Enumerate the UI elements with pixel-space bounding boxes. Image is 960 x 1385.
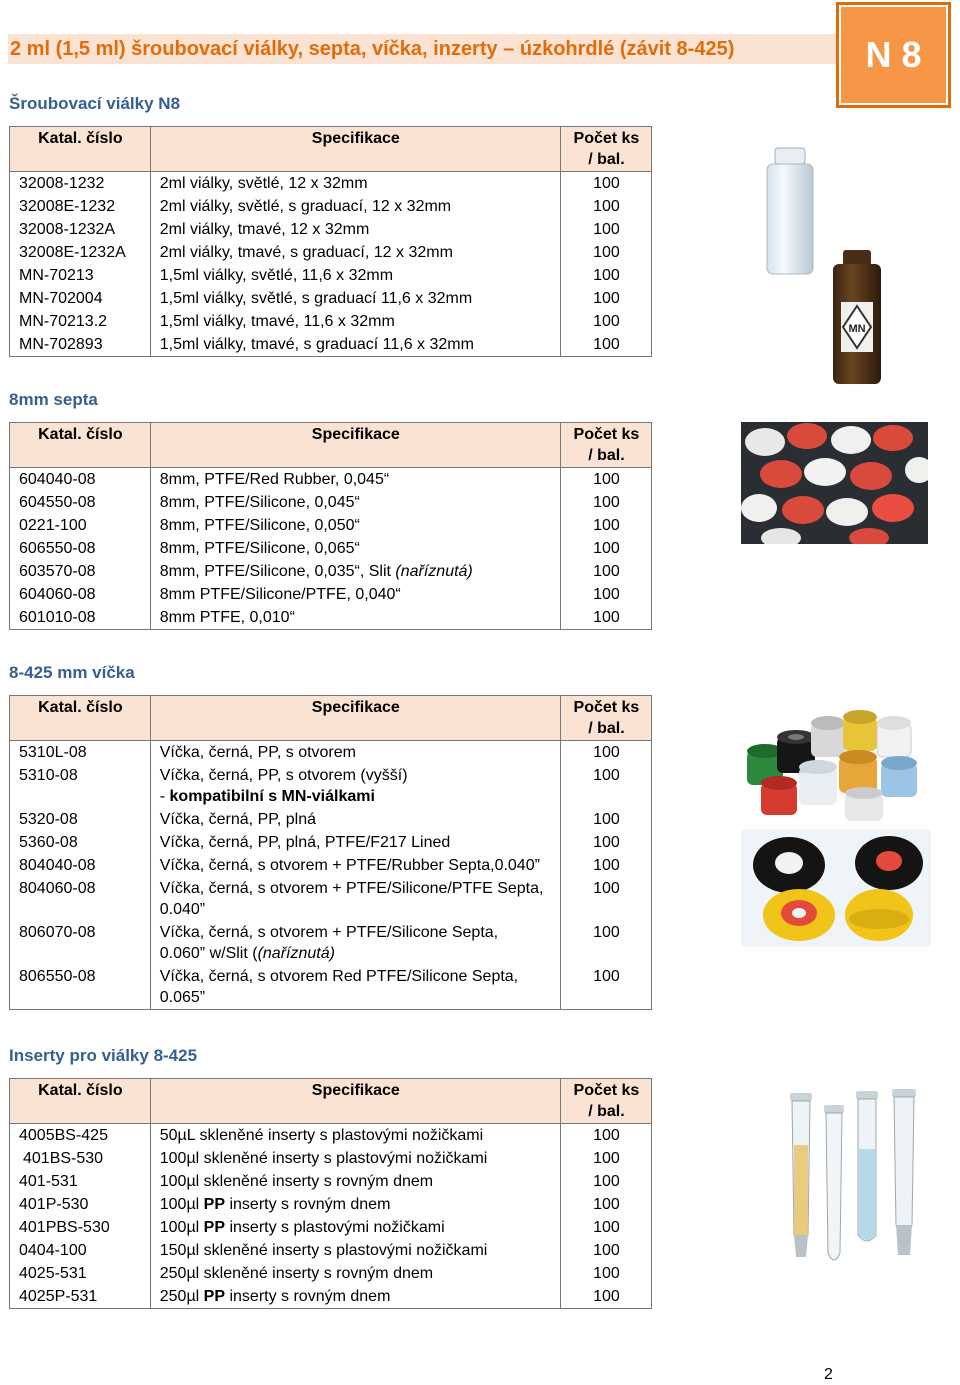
quantity: 100	[560, 764, 651, 808]
table-row	[10, 1216, 652, 1239]
col-header-count: Počet ks / bal.	[560, 423, 651, 468]
section-title-inserts: Inserty pro viálky 8-425	[9, 1046, 198, 1065]
specification: 2ml viálky, tmavé, s graduací, 12 x 32mm	[150, 241, 560, 264]
catalog-number: 4005BS-425	[10, 1124, 151, 1148]
table-row	[10, 514, 652, 537]
specification: 2ml viálky, světlé, 12 x 32mm	[150, 172, 560, 196]
quantity: 100	[560, 468, 651, 492]
catalog-number: 0404-100	[10, 1239, 151, 1262]
specification: 100µl skleněné inserty s rovným dnem	[150, 1170, 560, 1193]
quantity: 100	[560, 965, 651, 1010]
catalog-number: 401P-530	[10, 1193, 151, 1216]
col-header-spec: Specifikace	[150, 1079, 560, 1124]
quantity: 100	[560, 287, 651, 310]
specification: 150µl skleněné inserty s plastovými nožičkami	[150, 1239, 560, 1262]
catalog-number: 5310L-08	[10, 741, 151, 765]
catalog-number: 601010-08	[10, 606, 151, 630]
catalog-number: 806550-08	[10, 965, 151, 1010]
catalog-number: MN-70213	[10, 264, 151, 287]
table-row	[10, 310, 652, 333]
catalog-number: MN-70213.2	[10, 310, 151, 333]
col-header-catalog: Katal. číslo	[10, 423, 151, 468]
quantity: 100	[560, 877, 651, 921]
table-row	[10, 218, 652, 241]
col-header-catalog: Katal. číslo	[10, 1079, 151, 1124]
table-row	[10, 583, 652, 606]
quantity: 100	[560, 241, 651, 264]
table-row	[10, 877, 652, 921]
quantity: 100	[560, 1193, 651, 1216]
specification: 8mm, PTFE/Silicone, 0,035“, Slit (naříznutá)	[150, 560, 560, 583]
quantity: 100	[560, 514, 651, 537]
table-header-row	[10, 423, 652, 468]
specification: 250µl PP inserty s rovným dnem	[150, 1285, 560, 1309]
specification: Víčka, černá, s otvorem + PTFE/Silicone Septa, 0.060” w/Slit ((naříznutá)	[150, 921, 560, 965]
quantity: 100	[560, 264, 651, 287]
specification: 1,5ml viálky, tmavé, s graduací 11,6 x 32mm	[150, 333, 560, 357]
specification: 8mm, PTFE/Red Rubber, 0,045“	[150, 468, 560, 492]
catalog-number: MN-702893	[10, 333, 151, 357]
quantity: 100	[560, 333, 651, 357]
specification: 1,5ml viálky, světlé, 11,6 x 32mm	[150, 264, 560, 287]
col-header-catalog: Katal. číslo	[10, 127, 151, 172]
catalog-number: 804060-08	[10, 877, 151, 921]
specification: 1,5ml viálky, světlé, s graduací 11,6 x 32mm	[150, 287, 560, 310]
catalog-number: 32008-1232A	[10, 218, 151, 241]
specification: Víčka, černá, PP, plná	[150, 808, 560, 831]
page-number: 2	[824, 1366, 833, 1383]
catalog-number: 32008E-1232	[10, 195, 151, 218]
page-title: 2 ml (1,5 ml) šroubovací viálky, septa, víčka, inzerty – úzkohrdlé (závit 8-425)	[10, 38, 735, 60]
col-header-spec: Specifikace	[150, 696, 560, 741]
specification: Víčka, černá, s otvorem + PTFE/Silicone/PTFE Septa, 0.040”	[150, 877, 560, 921]
specification: 250µl skleněné inserty s rovným dnem	[150, 1262, 560, 1285]
table-row	[10, 808, 652, 831]
table-header-row	[10, 1079, 652, 1124]
specification: Víčka, černá, PP, plná, PTFE/F217 Lined	[150, 831, 560, 854]
catalog-number: 0221-100	[10, 514, 151, 537]
specification: 2ml viálky, světlé, s graduací, 12 x 32mm	[150, 195, 560, 218]
specification: 8mm, PTFE/Silicone, 0,065“	[150, 537, 560, 560]
specification: 8mm, PTFE/Silicone, 0,050“	[150, 514, 560, 537]
table-row	[10, 741, 652, 765]
col-header-catalog: Katal. číslo	[10, 696, 151, 741]
col-header-spec: Specifikace	[150, 127, 560, 172]
catalog-number: 5360-08	[10, 831, 151, 854]
quantity: 100	[560, 310, 651, 333]
catalog-number: 5320-08	[10, 808, 151, 831]
specification: Víčka, černá, PP, s otvorem (vyšší) - kompatibilní s MN-viálkami	[150, 764, 560, 808]
quantity: 100	[560, 854, 651, 877]
catalog-number: 604060-08	[10, 583, 151, 606]
caps-photo	[741, 693, 931, 947]
quantity: 100	[560, 606, 651, 630]
col-header-count: Počet ks / bal.	[560, 127, 651, 172]
catalog-number: 401BS-530	[10, 1147, 151, 1170]
table-row	[10, 1124, 652, 1148]
table-row	[10, 1239, 652, 1262]
quantity: 100	[560, 560, 651, 583]
specification: 2ml viálky, tmavé, 12 x 32mm	[150, 218, 560, 241]
table-row	[10, 537, 652, 560]
quantity: 100	[560, 1216, 651, 1239]
quantity: 100	[560, 537, 651, 560]
specification: 100µl skleněné inserty s plastovými nožičkami	[150, 1147, 560, 1170]
table-row	[10, 831, 652, 854]
quantity: 100	[560, 921, 651, 965]
badge-label: N 8	[839, 5, 948, 105]
table-row	[10, 606, 652, 630]
table-header-row	[10, 696, 652, 741]
catalog-number: 4025-531	[10, 1262, 151, 1285]
catalog-number: MN-702004	[10, 287, 151, 310]
quantity: 100	[560, 195, 651, 218]
catalog-number: 32008-1232	[10, 172, 151, 196]
table-row	[10, 921, 652, 965]
septa-table	[9, 422, 652, 630]
catalog-number: 603570-08	[10, 560, 151, 583]
table-row	[10, 764, 652, 808]
specification: 1,5ml viálky, tmavé, 11,6 x 32mm	[150, 310, 560, 333]
table-row	[10, 1262, 652, 1285]
table-row	[10, 468, 652, 492]
caps-table	[9, 695, 652, 1010]
specification: 100µl PP inserty s plastovými nožičkami	[150, 1216, 560, 1239]
table-row	[10, 854, 652, 877]
quantity: 100	[560, 491, 651, 514]
table-row	[10, 1285, 652, 1309]
quantity: 100	[560, 1170, 651, 1193]
catalog-number: 4025P-531	[10, 1285, 151, 1309]
table-row	[10, 965, 652, 1010]
quantity: 100	[560, 172, 651, 196]
quantity: 100	[560, 1124, 651, 1148]
col-header-count: Počet ks / bal.	[560, 696, 651, 741]
vials-table	[9, 126, 652, 357]
section-badge	[836, 2, 951, 108]
table-row	[10, 1147, 652, 1170]
clear-vial-icon	[767, 148, 813, 274]
inserts-table	[9, 1078, 652, 1309]
catalog-number: 804040-08	[10, 854, 151, 877]
table-row	[10, 1170, 652, 1193]
table-header-row	[10, 127, 652, 172]
table-row	[10, 241, 652, 264]
quantity: 100	[560, 1285, 651, 1309]
table-row	[10, 491, 652, 514]
specification: Víčka, černá, PP, s otvorem	[150, 741, 560, 765]
quantity: 100	[560, 741, 651, 765]
svg-text:MN: MN	[848, 323, 866, 335]
catalog-number: 401PBS-530	[10, 1216, 151, 1239]
table-row	[10, 560, 652, 583]
amber-vial-icon	[833, 250, 881, 384]
table-row	[10, 333, 652, 357]
catalog-number: 401-531	[10, 1170, 151, 1193]
table-row	[10, 172, 652, 196]
catalog-number: 806070-08	[10, 921, 151, 965]
quantity: 100	[560, 1262, 651, 1285]
catalog-number: 604040-08	[10, 468, 151, 492]
specification: Víčka, černá, s otvorem Red PTFE/Silicone Septa, 0.065”	[150, 965, 560, 1010]
table-row	[10, 264, 652, 287]
quantity: 100	[560, 808, 651, 831]
col-header-spec: Specifikace	[150, 423, 560, 468]
specification: 50µL skleněné inserty s plastovými nožičkami	[150, 1124, 560, 1148]
quantity: 100	[560, 583, 651, 606]
quantity: 100	[560, 218, 651, 241]
septa-photo	[741, 422, 928, 544]
inserts-photo	[780, 1085, 940, 1315]
col-header-count: Počet ks / bal.	[560, 1079, 651, 1124]
catalog-number: 32008E-1232A	[10, 241, 151, 264]
specification: 8mm PTFE/Silicone/PTFE, 0,040“	[150, 583, 560, 606]
table-row	[10, 195, 652, 218]
quantity: 100	[560, 831, 651, 854]
section-title-vials: Šroubovací viálky N8	[9, 94, 181, 113]
vials-photo	[745, 140, 885, 390]
quantity: 100	[560, 1239, 651, 1262]
table-row	[10, 287, 652, 310]
table-row	[10, 1193, 652, 1216]
section-title-caps: 8-425 mm víčka	[9, 663, 135, 682]
specification: Víčka, černá, s otvorem + PTFE/Rubber Septa,0.040”	[150, 854, 560, 877]
catalog-number: 604550-08	[10, 491, 151, 514]
specification: 100µl PP inserty s rovným dnem	[150, 1193, 560, 1216]
specification: 8mm, PTFE/Silicone, 0,045“	[150, 491, 560, 514]
specification: 8mm PTFE, 0,010“	[150, 606, 560, 630]
catalog-number: 5310-08	[10, 764, 151, 808]
section-title-septa: 8mm septa	[9, 390, 98, 409]
catalog-number: 606550-08	[10, 537, 151, 560]
quantity: 100	[560, 1147, 651, 1170]
